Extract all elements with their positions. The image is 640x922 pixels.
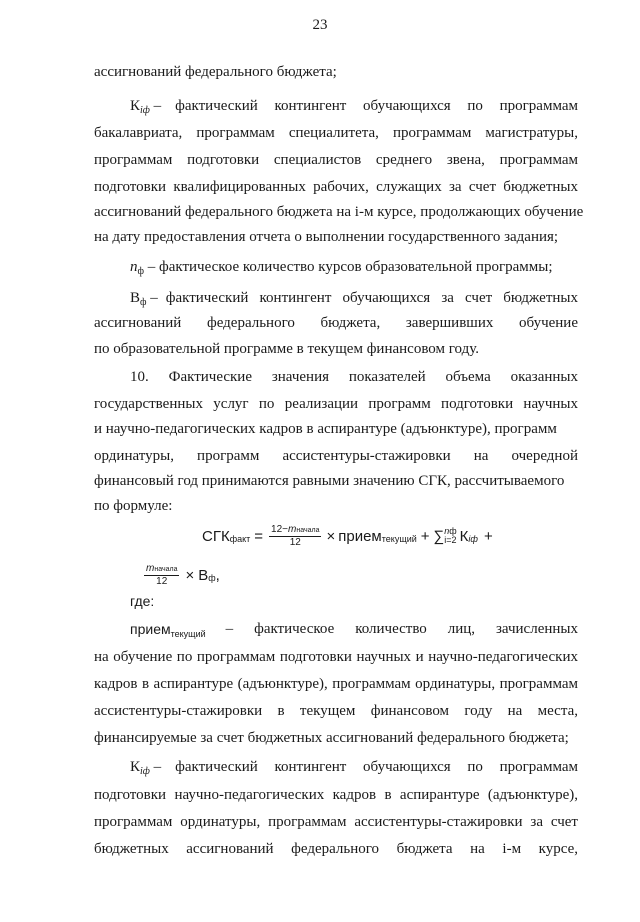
text-line: фактический контингент обучающихся по программам (175, 98, 578, 114)
text-line: и научно-педагогических кадров в аспирантуре (адъюнктуре), программ (94, 421, 557, 437)
symbol-b-f: $В_ф$ – (130, 290, 158, 308)
text-line: бакалавриата, программам специалитета, программам магистратуры, (94, 125, 578, 141)
definition-n-f: $n_ф$ – фактическое количество курсов образовательной программы; (130, 259, 553, 277)
text-line: ассигнований федерального бюджета, завершивших обучение (94, 315, 578, 331)
text-line: финансируемые за счет бюджетных ассигнований федерального бюджета; (94, 730, 569, 746)
text-line: по образовательной программе в текущем финансовом году. (94, 341, 479, 357)
text-line: 10. Фактические значения показателей объема оказанных (130, 369, 578, 385)
text-line: ассистентуры-стажировки в текущем финансовом году на места, (94, 703, 578, 719)
fraction: $\frac{\text{12−mначала}}{12}$ (271, 524, 320, 548)
symbol-priem: прием$_{текущий}$ (130, 621, 206, 639)
symbol-k-if: $К_{iф}$ – (130, 98, 162, 116)
page-number: 23 (312, 17, 328, 33)
text-line: государственных услуг по реализации программ подготовки научных (94, 396, 578, 412)
text-line: программам ординатуры, программам ассистентуры-стажировки за счет (94, 814, 578, 830)
definition-k-if-2 (130, 757, 578, 777)
symbol-k-if: $К_{iф}$ – (130, 759, 162, 777)
text-line: ординатуры, программ ассистентуры-стажировки на очередной (94, 448, 578, 464)
text-line: на обучение по программам подготовки научных и научно-педагогических (94, 649, 578, 665)
text-line: финансовый год принимаются равными значению СГК, рассчитываемого (94, 473, 565, 489)
fraction: $\frac{\text{mначала}}{12}$ (146, 563, 178, 587)
text-line: кадров в аспирантуре (адъюнктуре), программам ординатуры, программам (94, 676, 578, 692)
definition-k-if (130, 96, 578, 116)
text-line: на дату предоставления отчета о выполнении государственного задания; (94, 229, 559, 245)
text-line: где: (130, 593, 155, 609)
text-line: фактический контингент обучающихся за счет бюджетных (165, 290, 578, 306)
text-line: подготовки научно-педагогических кадров в аспирантуре (адъюнктуре), (94, 787, 578, 803)
text-line: ассигнований федерального бюджета; (94, 64, 337, 80)
text-line: фактический контингент обучающихся по программам (175, 759, 578, 775)
text-line: ассигнований федерального бюджета на i-м курсе, продолжающих обучение (94, 204, 584, 220)
text-line: программам подготовки специалистов среднего звена, программам (94, 152, 578, 168)
text-line: – фактическое количество лиц, зачисленных (225, 621, 578, 637)
text-line: подготовки квалифицированных рабочих, служащих за счет бюджетных (94, 179, 578, 195)
text-line: по формуле: (94, 498, 173, 514)
text-line: бюджетных ассигнований федерального бюджета на i-м курсе, (94, 841, 578, 857)
definition-priem (130, 619, 578, 639)
formula-sgk: СГК факт = $\frac{\text{12−mначала}}{12}$ × прием текущий + ∑ nф i=2 К iф + (202, 524, 493, 548)
definition-b-f (130, 288, 578, 308)
formula-sgk-continuation: $\frac{\text{mначала}}{12}$ × В ф , (146, 563, 220, 587)
